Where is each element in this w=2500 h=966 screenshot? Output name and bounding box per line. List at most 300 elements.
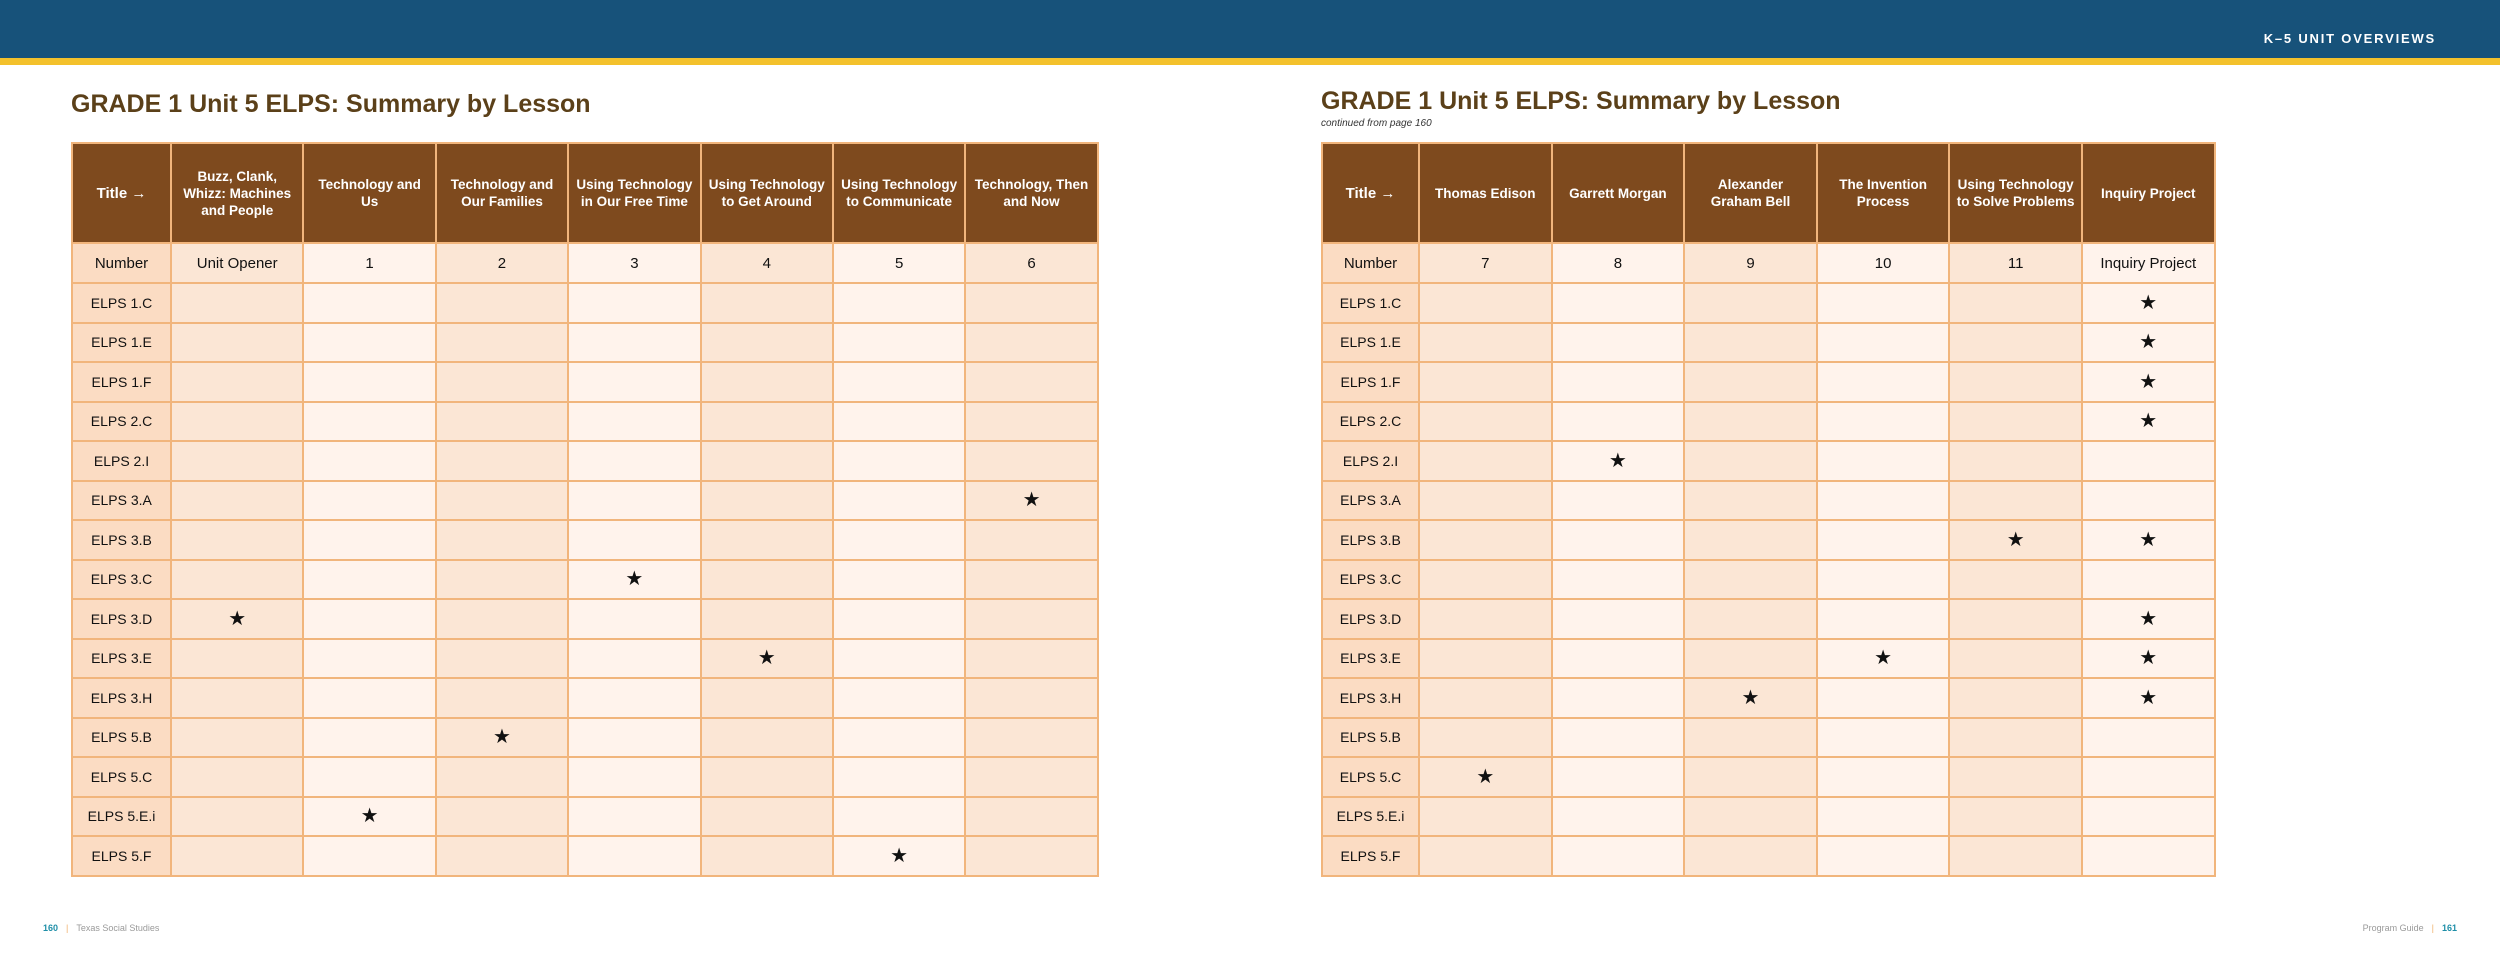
- table-cell: [1552, 718, 1685, 758]
- elps-standard-label: ELPS 5.F: [1322, 836, 1419, 876]
- lesson-number-cell: Unit Opener: [171, 243, 303, 283]
- table-row: [72, 283, 1098, 323]
- table-row: [72, 481, 1098, 521]
- elps-standard-label: ELPS 5.E.i: [72, 797, 171, 837]
- lesson-number-cell: 9: [1684, 243, 1817, 283]
- table-cell: [171, 599, 303, 639]
- table-cell: [1552, 757, 1685, 797]
- table-cell: [171, 757, 303, 797]
- table-cell: [833, 718, 965, 758]
- lesson-number-cell: 2: [436, 243, 568, 283]
- table-cell: [1552, 283, 1685, 323]
- table-cell: [965, 797, 1097, 837]
- table-row: [1322, 678, 2215, 718]
- table-cell: [965, 283, 1097, 323]
- table-cell: [171, 362, 303, 402]
- table-cell: [1817, 599, 1950, 639]
- table-row: [72, 362, 1098, 402]
- table-row: [1322, 797, 2215, 837]
- footer-divider: |: [2431, 923, 2434, 933]
- table-row: [1322, 441, 2215, 481]
- elps-standard-label: ELPS 3.B: [1322, 520, 1419, 560]
- table-cell: [1949, 362, 2082, 402]
- table-cell: [833, 797, 965, 837]
- elps-standard-label: ELPS 3.A: [72, 481, 171, 521]
- table-cell: [2082, 718, 2215, 758]
- star-icon: ★: [757, 647, 776, 670]
- lesson-number-cell: 4: [701, 243, 833, 283]
- star-icon: ★: [890, 844, 909, 867]
- left-elps-table: [71, 142, 1099, 877]
- table-cell: [1552, 402, 1685, 442]
- table-cell: [436, 362, 568, 402]
- star-icon: ★: [625, 568, 644, 591]
- lesson-title-header: Technology and Our Families: [436, 143, 568, 243]
- table-cell: [1552, 639, 1685, 679]
- table-row: [72, 718, 1098, 758]
- table-cell: [701, 283, 833, 323]
- table-cell: [1684, 323, 1817, 363]
- table-cell: [568, 757, 700, 797]
- table-cell: [1419, 797, 1552, 837]
- table-cell: [833, 639, 965, 679]
- table-cell: [568, 639, 700, 679]
- lesson-title-header: Alexander Graham Bell: [1684, 143, 1817, 243]
- table-cell: [965, 323, 1097, 363]
- star-icon: ★: [2139, 647, 2158, 670]
- elps-standard-label: ELPS 1.F: [1322, 362, 1419, 402]
- table-cell: [303, 639, 435, 679]
- table-cell: [833, 402, 965, 442]
- elps-standard-label: ELPS 1.C: [72, 283, 171, 323]
- elps-standard-label: ELPS 5.B: [72, 718, 171, 758]
- table-row: [1322, 599, 2215, 639]
- table-cell: [965, 520, 1097, 560]
- table-cell: [1684, 520, 1817, 560]
- star-icon: ★: [2139, 686, 2158, 709]
- table-cell: [1949, 323, 2082, 363]
- left-page-number: 160: [43, 923, 59, 933]
- table-cell: [436, 560, 568, 600]
- header-bar: [0, 0, 2500, 58]
- table-cell: [436, 283, 568, 323]
- star-icon: ★: [2006, 528, 2025, 551]
- table-cell: [1817, 362, 1950, 402]
- table-cell: [833, 481, 965, 521]
- table-row: [1322, 639, 2215, 679]
- number-row-label: Number: [1322, 243, 1419, 283]
- table-cell: [171, 520, 303, 560]
- table-cell: [2082, 441, 2215, 481]
- elps-standard-label: ELPS 3.D: [72, 599, 171, 639]
- footer-divider: |: [66, 923, 69, 933]
- table-cell: [2082, 323, 2215, 363]
- table-cell: [701, 678, 833, 718]
- right-elps-table: [1321, 142, 2216, 877]
- lesson-number-cell: 5: [833, 243, 965, 283]
- table-cell: [2082, 362, 2215, 402]
- table-cell: [171, 678, 303, 718]
- table-cell: [436, 797, 568, 837]
- table-row: [72, 797, 1098, 837]
- table-cell: [2082, 599, 2215, 639]
- table-cell: [1817, 323, 1950, 363]
- table-cell: [1419, 441, 1552, 481]
- table-cell: [1684, 718, 1817, 758]
- table-cell: [1684, 481, 1817, 521]
- table-cell: [1949, 797, 2082, 837]
- star-icon: ★: [493, 726, 511, 749]
- table-cell: [1419, 520, 1552, 560]
- elps-standard-label: ELPS 2.C: [72, 402, 171, 442]
- table-cell: [1684, 441, 1817, 481]
- table-cell: [436, 599, 568, 639]
- table-cell: [1419, 323, 1552, 363]
- lesson-number-cell: 3: [568, 243, 700, 283]
- table-cell: [2082, 481, 2215, 521]
- table-cell: [1419, 560, 1552, 600]
- star-icon: ★: [360, 805, 379, 828]
- lesson-title-header: The Invention Process: [1817, 143, 1950, 243]
- table-row: [72, 323, 1098, 363]
- table-cell: [1552, 441, 1685, 481]
- table-cell: [833, 283, 965, 323]
- elps-standard-label: ELPS 3.H: [72, 678, 171, 718]
- table-cell: [701, 481, 833, 521]
- table-cell: [1552, 520, 1685, 560]
- table-cell: [965, 639, 1097, 679]
- table-cell: [2082, 797, 2215, 837]
- header-accent-stripe: [0, 58, 2500, 65]
- table-cell: [568, 283, 700, 323]
- table-cell: [1949, 639, 2082, 679]
- table-cell: [303, 481, 435, 521]
- table-cell: [2082, 678, 2215, 718]
- table-cell: [1419, 402, 1552, 442]
- elps-standard-label: ELPS 3.C: [72, 560, 171, 600]
- table-cell: [171, 323, 303, 363]
- table-cell: [1684, 797, 1817, 837]
- table-cell: [171, 481, 303, 521]
- table-cell: [1552, 797, 1685, 837]
- table-cell: [436, 481, 568, 521]
- table-cell: [1817, 283, 1950, 323]
- table-cell: [1949, 481, 2082, 521]
- table-cell: [965, 402, 1097, 442]
- table-cell: [965, 836, 1097, 876]
- elps-standard-label: ELPS 5.C: [1322, 757, 1419, 797]
- star-icon: ★: [1741, 686, 1760, 709]
- table-cell: [171, 639, 303, 679]
- table-cell: [2082, 757, 2215, 797]
- table-cell: [965, 757, 1097, 797]
- table-cell: [1419, 599, 1552, 639]
- table-cell: [568, 560, 700, 600]
- lesson-title-header: Technology and Us: [303, 143, 435, 243]
- table-cell: [1817, 402, 1950, 442]
- table-cell: [1949, 678, 2082, 718]
- elps-standard-label: ELPS 5.F: [72, 836, 171, 876]
- table-cell: [303, 757, 435, 797]
- table-cell: [2082, 560, 2215, 600]
- table-cell: [833, 362, 965, 402]
- lesson-number-cell: 6: [965, 243, 1097, 283]
- table-cell: [833, 441, 965, 481]
- elps-standard-label: ELPS 3.D: [1322, 599, 1419, 639]
- table-cell: [1949, 757, 2082, 797]
- left-footer: [43, 923, 159, 933]
- left-footer-book: Texas Social Studies: [76, 923, 160, 933]
- table-cell: [701, 323, 833, 363]
- elps-standard-label: ELPS 2.C: [1322, 402, 1419, 442]
- table-cell: [303, 520, 435, 560]
- elps-standard-label: ELPS 3.H: [1322, 678, 1419, 718]
- elps-standard-label: ELPS 2.I: [72, 441, 171, 481]
- table-cell: [568, 797, 700, 837]
- table-cell: [965, 718, 1097, 758]
- table-cell: [1552, 599, 1685, 639]
- table-cell: [303, 362, 435, 402]
- table-row: [1322, 757, 2215, 797]
- table-cell: [701, 757, 833, 797]
- table-cell: [568, 323, 700, 363]
- table-cell: [303, 718, 435, 758]
- elps-standard-label: ELPS 3.E: [72, 639, 171, 679]
- table-row: [72, 599, 1098, 639]
- table-cell: [303, 323, 435, 363]
- elps-standard-label: ELPS 3.A: [1322, 481, 1419, 521]
- elps-standard-label: ELPS 5.E.i: [1322, 797, 1419, 837]
- table-cell: [1419, 757, 1552, 797]
- table-cell: [303, 836, 435, 876]
- elps-standard-label: ELPS 3.B: [72, 520, 171, 560]
- right-page-title: GRADE 1 Unit 5 ELPS: Summary by Lesson: [1321, 87, 1841, 115]
- star-icon: ★: [2139, 291, 2158, 314]
- star-icon: ★: [2139, 331, 2158, 354]
- table-cell: [2082, 639, 2215, 679]
- table-cell: [833, 560, 965, 600]
- table-cell: [303, 441, 435, 481]
- elps-standard-label: ELPS 3.E: [1322, 639, 1419, 679]
- elps-standard-label: ELPS 5.B: [1322, 718, 1419, 758]
- lesson-number-cell: 11: [1949, 243, 2082, 283]
- number-row: [72, 243, 1098, 283]
- table-cell: [436, 520, 568, 560]
- lesson-title-header: Using Technology to Communicate: [833, 143, 965, 243]
- lesson-title-header: Technology, Then and Now: [965, 143, 1097, 243]
- table-cell: [1552, 560, 1685, 600]
- table-row: [1322, 718, 2215, 758]
- lesson-number-cell: 8: [1552, 243, 1685, 283]
- table-cell: [1817, 520, 1950, 560]
- table-cell: [171, 441, 303, 481]
- table-cell: [1949, 836, 2082, 876]
- table-cell: [1949, 441, 2082, 481]
- table-cell: [1419, 718, 1552, 758]
- table-cell: [436, 441, 568, 481]
- lesson-number-cell: Inquiry Project: [2082, 243, 2215, 283]
- table-cell: [833, 678, 965, 718]
- table-row: [1322, 520, 2215, 560]
- elps-standard-label: ELPS 3.C: [1322, 560, 1419, 600]
- table-cell: [1817, 639, 1950, 679]
- table-cell: [701, 639, 833, 679]
- number-row: [1322, 243, 2215, 283]
- table-cell: [171, 797, 303, 837]
- table-cell: [436, 836, 568, 876]
- table-row: [72, 560, 1098, 600]
- table-cell: [1552, 362, 1685, 402]
- table-cell: [171, 283, 303, 323]
- table-row: [72, 757, 1098, 797]
- table-cell: [1684, 283, 1817, 323]
- table-row: [72, 402, 1098, 442]
- table-cell: [1817, 757, 1950, 797]
- table-row: [1322, 362, 2215, 402]
- table-cell: [171, 560, 303, 600]
- table-cell: [436, 678, 568, 718]
- lesson-title-header: Inquiry Project: [2082, 143, 2215, 243]
- section-label: K–5 UNIT OVERVIEWS: [2263, 31, 2436, 46]
- star-icon: ★: [1608, 449, 1627, 472]
- table-cell: [568, 441, 700, 481]
- table-cell: [965, 599, 1097, 639]
- star-icon: ★: [228, 607, 247, 630]
- star-icon: ★: [2139, 607, 2158, 630]
- left-page-title: GRADE 1 Unit 5 ELPS: Summary by Lesson: [71, 90, 591, 118]
- table-cell: [568, 836, 700, 876]
- title-column-header: Title →: [72, 143, 171, 243]
- table-cell: [1949, 599, 2082, 639]
- lesson-title-header: Using Technology in Our Free Time: [568, 143, 700, 243]
- table-cell: [833, 599, 965, 639]
- number-row-label: Number: [72, 243, 171, 283]
- table-cell: [1419, 283, 1552, 323]
- right-footer-book: Program Guide: [2362, 923, 2424, 933]
- table-cell: [171, 836, 303, 876]
- table-row: [1322, 283, 2215, 323]
- table-cell: [568, 599, 700, 639]
- table-cell: [833, 520, 965, 560]
- table-cell: [1419, 481, 1552, 521]
- table-cell: [1684, 639, 1817, 679]
- lesson-title-header: Buzz, Clank, Whizz: Machines and People: [171, 143, 303, 243]
- table-cell: [1817, 836, 1950, 876]
- table-cell: [965, 560, 1097, 600]
- table-row: [72, 441, 1098, 481]
- right-page-number: 161: [2441, 923, 2457, 933]
- table-cell: [568, 402, 700, 442]
- right-footer: [2363, 923, 2457, 933]
- table-cell: [701, 797, 833, 837]
- table-cell: [1684, 362, 1817, 402]
- table-cell: [1684, 560, 1817, 600]
- table-cell: [303, 678, 435, 718]
- table-cell: [1949, 520, 2082, 560]
- table-cell: [1419, 639, 1552, 679]
- table-cell: [1684, 402, 1817, 442]
- table-cell: [701, 560, 833, 600]
- table-cell: [1552, 481, 1685, 521]
- table-cell: [1419, 836, 1552, 876]
- table-row: [1322, 402, 2215, 442]
- table-row: [72, 639, 1098, 679]
- table-cell: [568, 678, 700, 718]
- table-cell: [701, 599, 833, 639]
- table-cell: [1684, 678, 1817, 718]
- table-cell: [965, 481, 1097, 521]
- table-cell: [171, 402, 303, 442]
- right-page-subtitle: continued from page 160: [1321, 118, 1432, 129]
- table-cell: [1949, 402, 2082, 442]
- elps-standard-label: ELPS 1.E: [1322, 323, 1419, 363]
- table-cell: [701, 836, 833, 876]
- table-row: [1322, 323, 2215, 363]
- table-cell: [701, 441, 833, 481]
- elps-standard-label: ELPS 5.C: [72, 757, 171, 797]
- star-icon: ★: [2139, 528, 2158, 551]
- table-cell: [833, 836, 965, 876]
- lesson-title-header: Using Technology to Get Around: [701, 143, 833, 243]
- table-cell: [701, 718, 833, 758]
- table-row: [1322, 836, 2215, 876]
- table-cell: [965, 441, 1097, 481]
- table-cell: [1817, 718, 1950, 758]
- star-icon: ★: [2139, 410, 2158, 433]
- table-cell: [568, 362, 700, 402]
- lesson-title-header: Using Technology to Solve Problems: [1949, 143, 2082, 243]
- table-cell: [701, 362, 833, 402]
- table-cell: [303, 402, 435, 442]
- table-cell: [568, 718, 700, 758]
- table-cell: [568, 481, 700, 521]
- table-cell: [1817, 678, 1950, 718]
- table-cell: [1684, 757, 1817, 797]
- table-cell: [1684, 599, 1817, 639]
- elps-standard-label: ELPS 1.C: [1322, 283, 1419, 323]
- table-cell: [1949, 718, 2082, 758]
- table-cell: [1817, 441, 1950, 481]
- table-cell: [1684, 836, 1817, 876]
- table-cell: [701, 402, 833, 442]
- lesson-number-cell: 1: [303, 243, 435, 283]
- table-cell: [1552, 678, 1685, 718]
- table-cell: [1949, 560, 2082, 600]
- table-cell: [1817, 797, 1950, 837]
- table-cell: [833, 323, 965, 363]
- table-cell: [436, 639, 568, 679]
- table-cell: [833, 757, 965, 797]
- table-cell: [303, 599, 435, 639]
- table-cell: [303, 797, 435, 837]
- star-icon: ★: [1874, 647, 1893, 670]
- table-cell: [303, 560, 435, 600]
- table-row: [72, 836, 1098, 876]
- table-cell: [2082, 402, 2215, 442]
- table-cell: [1817, 481, 1950, 521]
- table-row: [1322, 560, 2215, 600]
- table-cell: [2082, 836, 2215, 876]
- elps-standard-label: ELPS 1.F: [72, 362, 171, 402]
- table-row: [1322, 481, 2215, 521]
- table-cell: [1817, 560, 1950, 600]
- table-cell: [965, 362, 1097, 402]
- table-cell: [171, 718, 303, 758]
- table-cell: [701, 520, 833, 560]
- lesson-number-cell: 10: [1817, 243, 1950, 283]
- table-cell: [1419, 678, 1552, 718]
- table-cell: [1949, 283, 2082, 323]
